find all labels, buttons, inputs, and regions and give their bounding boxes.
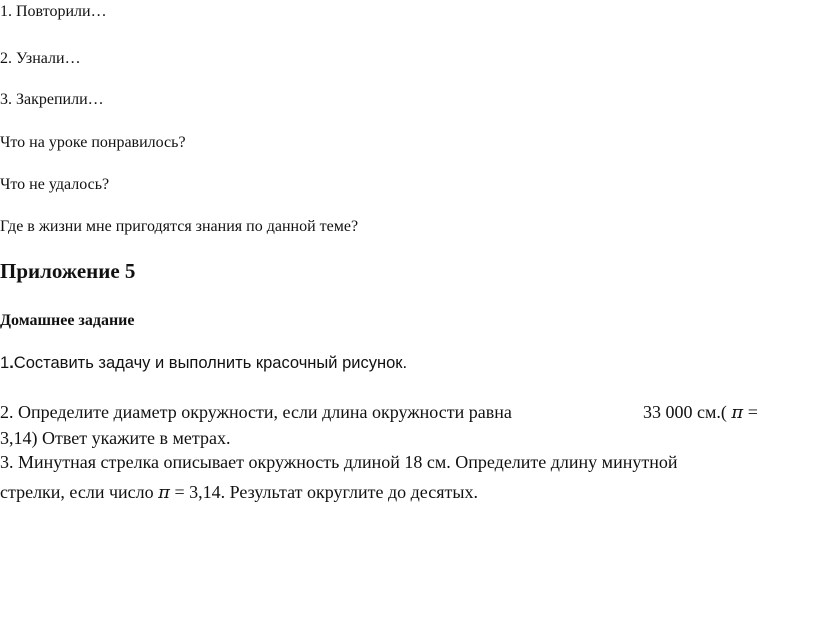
task-2-value-group: [643, 401, 758, 424]
pi-symbol: π: [731, 402, 744, 423]
reflection-item-repeated: 1. Повторили…: [0, 3, 107, 20]
task-3-line-2: [0, 481, 478, 504]
task-2-equals: =: [743, 402, 758, 422]
task-3-text-end: = 3,14. Результат округлите до десятых.: [169, 482, 478, 502]
task-1: [0, 353, 407, 373]
reflection-question-failed: Что не удалось?: [0, 176, 110, 193]
task-2-line-2: 3,14) Ответ укажите в метрах.: [0, 428, 231, 448]
pi-symbol: π: [158, 482, 170, 503]
task-2-value: 33 000 см.(: [643, 402, 727, 422]
reflection-item-learned: 2. Узнали…: [0, 50, 81, 67]
appendix-title: Приложение 5: [0, 259, 136, 283]
task-2-text: 2. Определите диаметр окружности, если длина окружности равна: [0, 402, 512, 422]
task-1-number: 1: [0, 354, 10, 372]
reflection-question-life-use: Где в жизни мне пригодятся знания по данной теме?: [0, 218, 359, 235]
task-1-text: Составить задачу и выполнить красочный рисунок.: [13, 354, 408, 372]
reflection-question-liked: Что на уроке понравилось?: [0, 134, 186, 151]
reflection-item-consolidated: 3. Закрепили…: [0, 91, 104, 108]
task-3-text-start: стрелки, если число: [0, 482, 159, 502]
task-1-dot: .: [9, 354, 14, 372]
task-2-line-1: [0, 401, 512, 424]
task-3-line-1: 3. Минутная стрелка описывает окружность длиной 18 см. Определите длину минутной: [0, 452, 678, 472]
homework-heading: Домашнее задание: [0, 312, 135, 329]
